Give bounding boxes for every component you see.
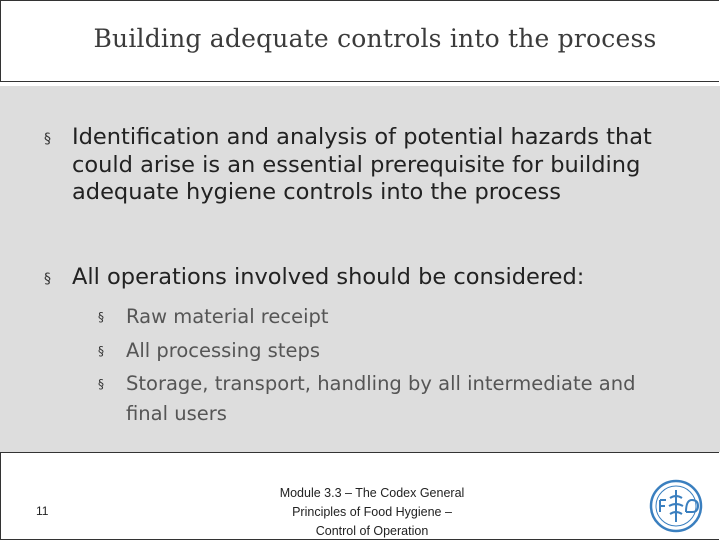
fao-logo-icon [648, 478, 704, 534]
sub-bullet-item [98, 302, 658, 332]
slide-number: 11 [36, 504, 49, 518]
slide-title: Building adequate controls into the process [93, 24, 657, 53]
sub-bullet-item [98, 369, 658, 429]
footer-module-text [262, 484, 482, 540]
footer-line: Principles of Food Hygiene – [292, 505, 452, 519]
bullet-item [44, 124, 654, 207]
bullet-text: Identification and analysis of potential hazards that could arise is an essential prerequisite for building adequate hygiene controls into the process [72, 124, 652, 205]
bullet-item [44, 264, 654, 292]
bullet-marker: § [44, 271, 51, 287]
content-area [0, 86, 720, 452]
sub-bullet-text: Raw material receipt [126, 305, 329, 328]
bullet-marker: § [44, 131, 51, 147]
footer-line: Module 3.3 – The Codex General [279, 486, 465, 500]
sub-bullet-text: All processing steps [126, 339, 321, 362]
footer-line: Control of Operation [315, 524, 429, 538]
sub-bullet-text: Storage, transport, handling by all intermediate and final users [126, 372, 636, 425]
sub-bullet-marker: § [98, 344, 104, 358]
sub-bullet-marker: § [98, 377, 104, 391]
bullet-text: All operations involved should be considered: [72, 264, 585, 290]
sub-bullet-item [98, 336, 658, 366]
sub-bullet-marker: § [98, 310, 104, 324]
